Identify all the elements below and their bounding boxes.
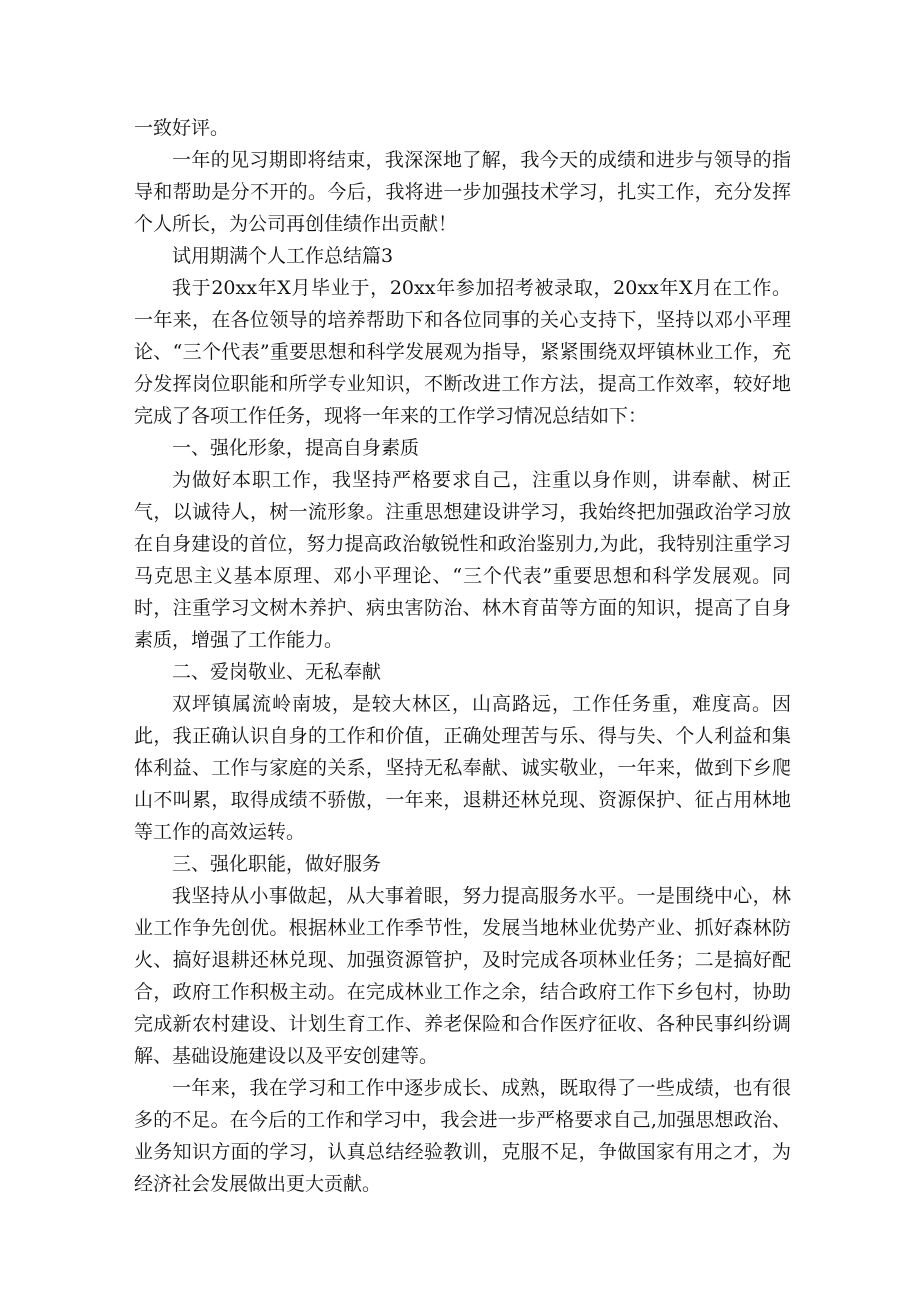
- heading-one: 一、强化形象，提高自身素质: [172, 437, 420, 459]
- paragraph-continuation: 一致好评。: [134, 117, 230, 139]
- paragraph-introduction: 我于20xx年X月毕业于，20xx年参加招考被录取，20xx年X月在工作。一年来，在各位领导的培养帮助下和各位同事的关心支持下，坚持以邓小平理论、“三个代表”重要思想和科学发展观为指导，紧紧围绕双坪镇林业工作，充分发挥岗位职能和所学专业知识，不断改进工作方法，提高工作效率，较好地完成了各项工作任务，现将一年来的工作学习情况总结如下：: [134, 277, 791, 427]
- section-title-part3: 试用期满个人工作总结篇3: [172, 245, 394, 267]
- paragraph-three: 我坚持从小事做起，从大事着眼，努力提高服务水平。一是围绕中心，林业工作争先创优。根据林业工作季节性，发展当地林业优势产业、抓好森林防火、搞好退耕还林兑现、加强资源管护，及时完成各项林业任务；二是搞好配合，政府工作积极主动。在完成林业工作之余，结合政府工作下乡包村，协助完成新农村建设、计划生育工作、养老保险和合作医疗征收、各种民事纠纷调解、基础设施建设以及平安创建等。: [134, 885, 791, 1067]
- paragraph-two: 双坪镇属流岭南坡，是较大林区，山高路远，工作任务重，难度高。因此，我正确认识自身的工作和价值，正确处理苦与乐、得与失、个人利益和集体利益、工作与家庭的关系，坚持无私奉献、诚实敬业，一年来，做到下乡爬山不叫累，取得成绩不骄傲，一年来，退耕还林兑现、资源保护、征占用林地等工作的高效运转。: [134, 693, 791, 843]
- heading-two: 二、爱岗敬业、无私奉献: [172, 661, 382, 683]
- document-body: [134, 112, 791, 1200]
- paragraph-conclusion: 一年来，我在学习和工作中逐步成长、成熟，既取得了一些成绩，也有很多的不足。在今后的工作和学习中，我会进一步严格要求自己,加强思想政治、业务知识方面的学习，认真总结经验教训，克服不足，争做国家有用之才，为经济社会发展做出更大贡献。: [134, 1077, 791, 1195]
- paragraph-one: 为做好本职工作，我坚持严格要求自己，注重以身作则，讲奉献、树正气，以诚待人，树一流形象。注重思想建设讲学习，我始终把加强政治学习放在自身建设的首位，努力提高政治敏锐性和政治鉴别力,为此，我特别注重学习马克思主义基本原理、邓小平理论、“三个代表”重要思想和科学发展观。同时，注重学习文树木养护、病虫害防治、林木育苗等方面的知识，提高了自身素质，增强了工作能力。: [134, 469, 791, 651]
- paragraph-internship-ending: 一年的见习期即将结束，我深深地了解，我今天的成绩和进步与领导的指导和帮助是分不开的。今后，我将进一步加强技术学习，扎实工作，充分发挥个人所长，为公司再创佳绩作出贡献！: [134, 149, 791, 235]
- heading-three: 三、强化职能，做好服务: [172, 853, 382, 875]
